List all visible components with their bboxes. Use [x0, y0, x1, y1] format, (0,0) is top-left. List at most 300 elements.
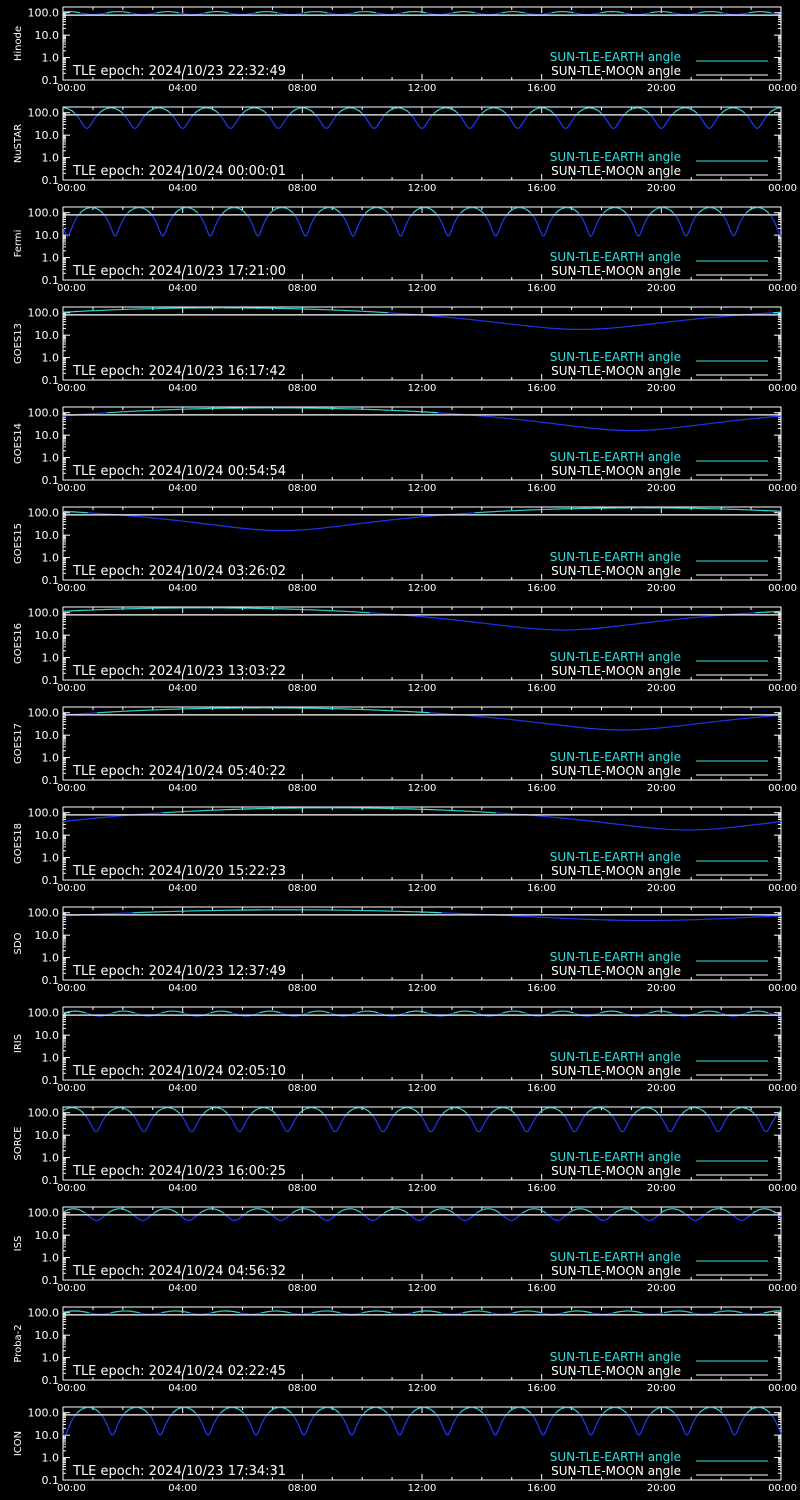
earth-angle-segment [261, 110, 262, 111]
earth-angle-segment [521, 125, 522, 127]
earth-angle-segment [192, 116, 193, 117]
earth-angle-segment [344, 218, 345, 220]
earth-angle-segment [224, 120, 225, 122]
earth-angle-segment [171, 218, 172, 220]
earth-angle-segment [678, 220, 679, 222]
earth-angle-segment [738, 225, 739, 227]
earth-angle-segment [415, 211, 416, 212]
earth-angle-segment [207, 229, 208, 232]
earth-angle-segment [364, 116, 365, 117]
earth-angle-segment [544, 235, 545, 236]
earth-angle-segment [147, 210, 148, 211]
earth-angle-segment [648, 113, 649, 114]
earth-angle-segment [694, 217, 695, 219]
earth-angle-segment [527, 116, 528, 117]
earth-angle-segment [410, 216, 411, 217]
earth-angle-segment [533, 110, 534, 111]
earth-angle-segment [750, 120, 751, 122]
earth-angle-segment [739, 109, 740, 110]
earth-angle-segment [321, 123, 322, 125]
earth-angle-segment [274, 209, 275, 210]
earth-angle-segment [82, 123, 83, 125]
earth-angle-segment [149, 111, 150, 112]
earth-angle-segment [323, 126, 324, 127]
earth-angle-segment [98, 209, 99, 210]
earth-angle-segment [191, 117, 192, 118]
earth-angle-segment [456, 112, 457, 113]
earth-angle-segment [542, 234, 543, 236]
earth-angle-segment [574, 117, 575, 118]
earth-angle-segment [771, 216, 772, 218]
earth-angle-segment [408, 219, 409, 221]
earth-angle-segment [271, 211, 272, 212]
earth-angle-segment [655, 121, 656, 123]
earth-angle-segment [279, 127, 280, 128]
earth-angle-segment [693, 219, 694, 221]
earth-angle-segment [550, 110, 551, 111]
earth-angle-segment [414, 118, 415, 120]
earth-angle-segment [760, 125, 761, 127]
earth-angle-segment [322, 209, 323, 210]
earth-angle-segment [188, 121, 189, 123]
earth-angle-segment [211, 235, 212, 236]
earth-angle-segment [443, 225, 444, 228]
x-tick-label: 00:00 [57, 383, 86, 394]
earth-angle-segment [383, 209, 384, 210]
earth-angle-segment [450, 232, 451, 234]
y-tick-label: 1.0 [41, 451, 59, 465]
earth-angle-segment [291, 112, 292, 113]
earth-angle-segment [725, 110, 726, 111]
earth-angle-segment [629, 110, 630, 111]
earth-angle-segment [610, 125, 611, 127]
earth-angle-segment [108, 221, 109, 223]
earth-angle-segment [636, 233, 637, 235]
earth-angle-segment [298, 221, 299, 223]
earth-angle-segment [728, 225, 729, 228]
earth-angle-segment [290, 211, 291, 212]
earth-angle-segment [93, 120, 94, 122]
earth-angle-segment [233, 126, 234, 127]
earth-angle-segment [530, 212, 531, 213]
earth-angle-segment [177, 121, 178, 123]
earth-angle-segment [679, 222, 680, 224]
earth-angle-segment [668, 118, 669, 120]
earth-angle-segment [209, 234, 210, 236]
earth-angle-segment [436, 111, 437, 112]
earth-angle-segment [449, 234, 450, 236]
earth-angle-segment [667, 120, 668, 122]
earth-angle-segment [244, 112, 245, 113]
earth-angle-segment [676, 110, 677, 111]
earth-angle-segment [438, 216, 439, 218]
earth-angle-segment [305, 236, 306, 237]
earth-angle-segment [223, 212, 224, 213]
earth-angle-segment [324, 127, 325, 128]
earth-angle-segment [84, 209, 85, 210]
earth-angle-segment [170, 220, 171, 222]
earth-angle-segment [204, 222, 205, 224]
earth-angle-segment [318, 118, 319, 120]
earth-angle-segment [238, 118, 239, 120]
earth-angle-segment [328, 126, 329, 127]
earth-angle-segment [261, 227, 262, 230]
earth-angle-segment [496, 235, 497, 236]
earth-angle-segment [239, 117, 240, 118]
earth-angle-segment [571, 121, 572, 123]
earth-angle-segment [707, 127, 708, 128]
earth-angle-segment [730, 230, 731, 233]
earth-angle-segment [732, 235, 733, 236]
earth-angle-segment [476, 120, 477, 122]
earth-angle-segment [423, 127, 424, 128]
earth-angle-segment [622, 116, 623, 117]
earth-angle-segment [596, 109, 597, 110]
earth-angle-segment [166, 110, 167, 111]
earth-angle-segment [195, 210, 196, 211]
earth-angle-segment [439, 217, 440, 219]
earth-angle-segment [222, 117, 223, 118]
earth-angle-segment [763, 209, 764, 210]
earth-angle-segment [174, 117, 175, 118]
earth-angle-segment [265, 113, 266, 114]
earth-angle-segment [665, 123, 666, 125]
earth-angle-segment [701, 210, 702, 211]
earth-angle-segment [463, 120, 464, 122]
earth-angle-segment [464, 121, 465, 123]
x-tick-label: 08:00 [287, 283, 317, 294]
earth-angle-segment [452, 109, 453, 110]
earth-angle-segment [195, 113, 196, 114]
earth-angle-segment [366, 118, 367, 120]
y-tick-label: 1.0 [41, 51, 59, 65]
earth-angle-segment [157, 224, 158, 226]
earth-angle-segment [332, 120, 333, 122]
earth-angle-segment [214, 110, 215, 111]
earth-angle-segment [519, 127, 520, 128]
earth-angle-segment [129, 121, 130, 123]
earth-angle-segment [119, 110, 120, 111]
earth-angle-segment [272, 210, 273, 211]
earth-angle-segment [294, 110, 295, 111]
earth-angle-segment [743, 112, 744, 113]
earth-angle-segment [417, 209, 418, 210]
series-group [63, 408, 781, 431]
earth-angle-segment [528, 210, 529, 211]
earth-angle-segment [590, 235, 591, 236]
earth-angle-segment [316, 116, 317, 117]
earth-angle-segment [676, 217, 677, 219]
earth-angle-segment [270, 118, 271, 120]
legend-moon-label: SUN-TLE-MOON angle [551, 64, 681, 78]
earth-angle-segment [703, 209, 704, 210]
earth-angle-segment [611, 126, 612, 127]
earth-angle-segment [627, 111, 628, 112]
earth-angle-segment [607, 120, 608, 122]
earth-angle-segment [337, 210, 338, 211]
earth-angle-segment [201, 217, 202, 219]
earth-angle-segment [668, 209, 669, 210]
earth-angle-segment [65, 232, 66, 234]
earth-angle-segment [85, 127, 86, 128]
earth-angle-segment [146, 210, 147, 211]
earth-angle-segment [684, 234, 685, 236]
earth-angle-segment [631, 221, 632, 223]
earth-angle-segment [311, 111, 312, 112]
earth-angle-segment [111, 228, 112, 231]
earth-angle-segment [181, 127, 182, 128]
earth-angle-segment [747, 116, 748, 117]
earth-angle-segment [176, 212, 177, 213]
earth-angle-segment [774, 221, 775, 223]
earth-angle-segment [282, 123, 283, 125]
earth-angle-segment [700, 211, 701, 212]
earth-angle-segment [751, 121, 752, 123]
earth-angle-segment [511, 210, 512, 211]
earth-angle-segment [749, 210, 750, 211]
earth-angle-segment [767, 212, 768, 213]
earth-angle-segment [770, 112, 771, 113]
earth-angle-segment [741, 110, 742, 111]
earth-angle-segment [583, 219, 584, 221]
x-tick-label: 04:00 [168, 283, 198, 294]
earth-angle-segment [213, 109, 214, 110]
earth-angle-segment [546, 230, 547, 233]
earth-angle-segment [483, 112, 484, 113]
earth-angle-segment [125, 116, 126, 117]
earth-angle-segment [550, 221, 551, 223]
earth-angle-segment [664, 125, 665, 127]
earth-angle-segment [775, 223, 776, 225]
earth-angle-segment [462, 118, 463, 120]
earth-angle-segment [151, 110, 152, 111]
earth-angle-segment [759, 126, 760, 127]
earth-angle-segment [224, 212, 225, 213]
earth-angle-segment [596, 224, 597, 226]
earth-angle-segment [646, 218, 647, 220]
earth-angle-segment [620, 120, 621, 122]
earth-angle-segment [669, 117, 670, 118]
earth-angle-segment [662, 127, 663, 128]
earth-angle-segment [641, 229, 642, 232]
earth-angle-segment [293, 110, 294, 111]
earth-angle-segment [724, 217, 725, 219]
legend-earth-label: SUN-TLE-EARTH angle [549, 50, 681, 64]
earth-angle-segment [523, 121, 524, 123]
earth-angle-segment [441, 221, 442, 223]
earth-angle-segment [100, 211, 101, 212]
earth-angle-segment [460, 213, 461, 214]
earth-angle-segment [260, 109, 261, 110]
earth-angle-segment [156, 221, 157, 223]
earth-angle-segment [539, 227, 540, 230]
earth-angle-segment [485, 110, 486, 111]
earth-angle-segment [609, 123, 610, 125]
earth-angle-segment [300, 226, 301, 229]
earth-angle-segment [127, 118, 128, 120]
earth-angle-segment [536, 220, 537, 222]
earth-angle-segment [383, 116, 384, 117]
earth-angle-segment [166, 229, 167, 232]
earth-angle-segment [724, 110, 725, 111]
earth-angle-segment [409, 217, 410, 219]
earth-angle-segment [672, 212, 673, 213]
earth-angle-segment [77, 216, 78, 218]
earth-angle-segment [692, 221, 693, 223]
earth-angle-segment [167, 110, 168, 111]
earth-angle-segment [139, 123, 140, 125]
earth-angle-segment [716, 209, 717, 210]
earth-angle-segment [375, 127, 376, 128]
earth-angle-segment [169, 112, 170, 113]
earth-angle-segment [437, 110, 438, 111]
earth-angle-segment [71, 110, 72, 111]
earth-angle-segment [283, 121, 284, 123]
earth-angle-segment [163, 236, 164, 237]
earth-angle-segment [229, 127, 230, 128]
earth-angle-segment [509, 117, 510, 118]
x-tick-label: 00:00 [57, 183, 86, 194]
y-tick-label: 1.0 [41, 351, 59, 365]
earth-angle-segment [120, 111, 121, 112]
earth-angle-segment [390, 216, 391, 218]
earth-angle-segment [94, 118, 95, 120]
y-tick-label: 100.0 [27, 406, 59, 420]
earth-angle-segment [329, 125, 330, 127]
earth-angle-segment [72, 225, 73, 227]
earth-angle-segment [582, 217, 583, 219]
earth-angle-segment [663, 126, 664, 127]
earth-angle-segment [144, 116, 145, 117]
earth-angle-segment [466, 209, 467, 210]
earth-angle-segment [762, 121, 763, 123]
earth-angle-segment [407, 221, 408, 223]
earth-angle-segment [597, 222, 598, 224]
earth-angle-segment [150, 213, 151, 214]
earth-angle-segment [148, 211, 149, 212]
earth-angle-segment [652, 211, 653, 212]
earth-angle-segment [309, 226, 310, 229]
x-tick-label: 12:00 [407, 583, 437, 594]
earth-angle-segment [287, 209, 288, 210]
earth-angle-segment [557, 211, 558, 212]
earth-angle-segment [345, 220, 346, 222]
x-tick-label: 00:00 [57, 283, 86, 294]
earth-angle-segment [557, 117, 558, 118]
earth-angle-segment [263, 222, 264, 224]
earth-angle-segment [212, 233, 213, 235]
earth-angle-segment [581, 216, 582, 218]
earth-angle-segment [575, 116, 576, 117]
earth-angle-segment [426, 123, 427, 125]
earth-angle-segment [227, 209, 228, 210]
earth-angle-segment [385, 210, 386, 211]
earth-angle-segment [551, 219, 552, 221]
earth-angle-segment [339, 212, 340, 213]
earth-angle-segment [537, 222, 538, 224]
earth-angle-segment [478, 117, 479, 118]
earth-angle-segment [384, 210, 385, 211]
earth-angle-segment [330, 123, 331, 125]
earth-angle-segment [493, 231, 494, 234]
earth-angle-segment [504, 218, 505, 220]
earth-angle-segment [656, 209, 657, 210]
earth-angle-segment [259, 235, 260, 236]
earth-angle-segment [562, 125, 563, 127]
earth-angle-segment [465, 123, 466, 125]
earth-angle-segment [262, 110, 263, 111]
earth-angle-segment [439, 109, 440, 110]
y-tick-label: 10.0 [34, 429, 59, 443]
earth-angle-segment [621, 210, 622, 211]
earth-angle-segment [599, 111, 600, 112]
earth-angle-segment [488, 220, 489, 222]
earth-angle-segment [572, 120, 573, 122]
earth-angle-segment [531, 213, 532, 214]
earth-angle-segment [454, 110, 455, 111]
earth-angle-segment [200, 215, 201, 216]
earth-angle-segment [386, 113, 387, 114]
earth-angle-segment [768, 213, 769, 214]
y-tick-label: 0.1 [41, 274, 59, 287]
earth-angle-segment [244, 211, 245, 212]
earth-angle-segment [404, 109, 405, 110]
earth-angle-segment [531, 112, 532, 113]
earth-angle-segment [533, 215, 534, 216]
earth-angle-segment [313, 218, 314, 220]
earth-angle-segment [645, 110, 646, 111]
x-tick-label: 00:00 [768, 183, 797, 194]
earth-angle-segment [677, 110, 678, 111]
earth-angle-segment [179, 125, 180, 127]
earth-angle-segment [112, 230, 113, 233]
earth-angle-segment [377, 125, 378, 127]
earth-angle-segment [322, 125, 323, 127]
earth-angle-segment [491, 226, 492, 229]
earth-angle-segment [726, 221, 727, 223]
earth-angle-segment [126, 117, 127, 118]
earth-angle-segment [573, 118, 574, 120]
earth-angle-segment [275, 126, 276, 127]
earth-angle-segment [578, 113, 579, 114]
earth-angle-segment [241, 209, 242, 210]
earth-angle-segment [178, 123, 179, 125]
earth-angle-segment [747, 211, 748, 212]
earth-angle-segment [578, 212, 579, 213]
earth-angle-segment [109, 223, 110, 225]
earth-angle-segment [114, 235, 115, 236]
earth-angle-segment [412, 116, 413, 117]
earth-angle-segment [552, 217, 553, 219]
earth-angle-segment [643, 224, 644, 226]
earth-angle-segment [736, 230, 737, 233]
y-tick-label: 0.1 [41, 174, 59, 187]
earth-angle-segment [145, 209, 146, 210]
earth-angle-segment [68, 235, 69, 236]
earth-angle-segment [462, 211, 463, 212]
earth-angle-segment [435, 212, 436, 213]
earth-angle-segment [70, 110, 71, 111]
earth-angle-segment [534, 217, 535, 219]
earth-angle-segment [433, 211, 434, 212]
earth-angle-segment [455, 111, 456, 112]
earth-angle-segment [306, 234, 307, 236]
earth-angle-segment [692, 110, 693, 111]
earth-angle-segment [408, 112, 409, 113]
earth-angle-segment [604, 116, 605, 117]
earth-angle-segment [388, 111, 389, 112]
earth-angle-segment [748, 210, 749, 211]
